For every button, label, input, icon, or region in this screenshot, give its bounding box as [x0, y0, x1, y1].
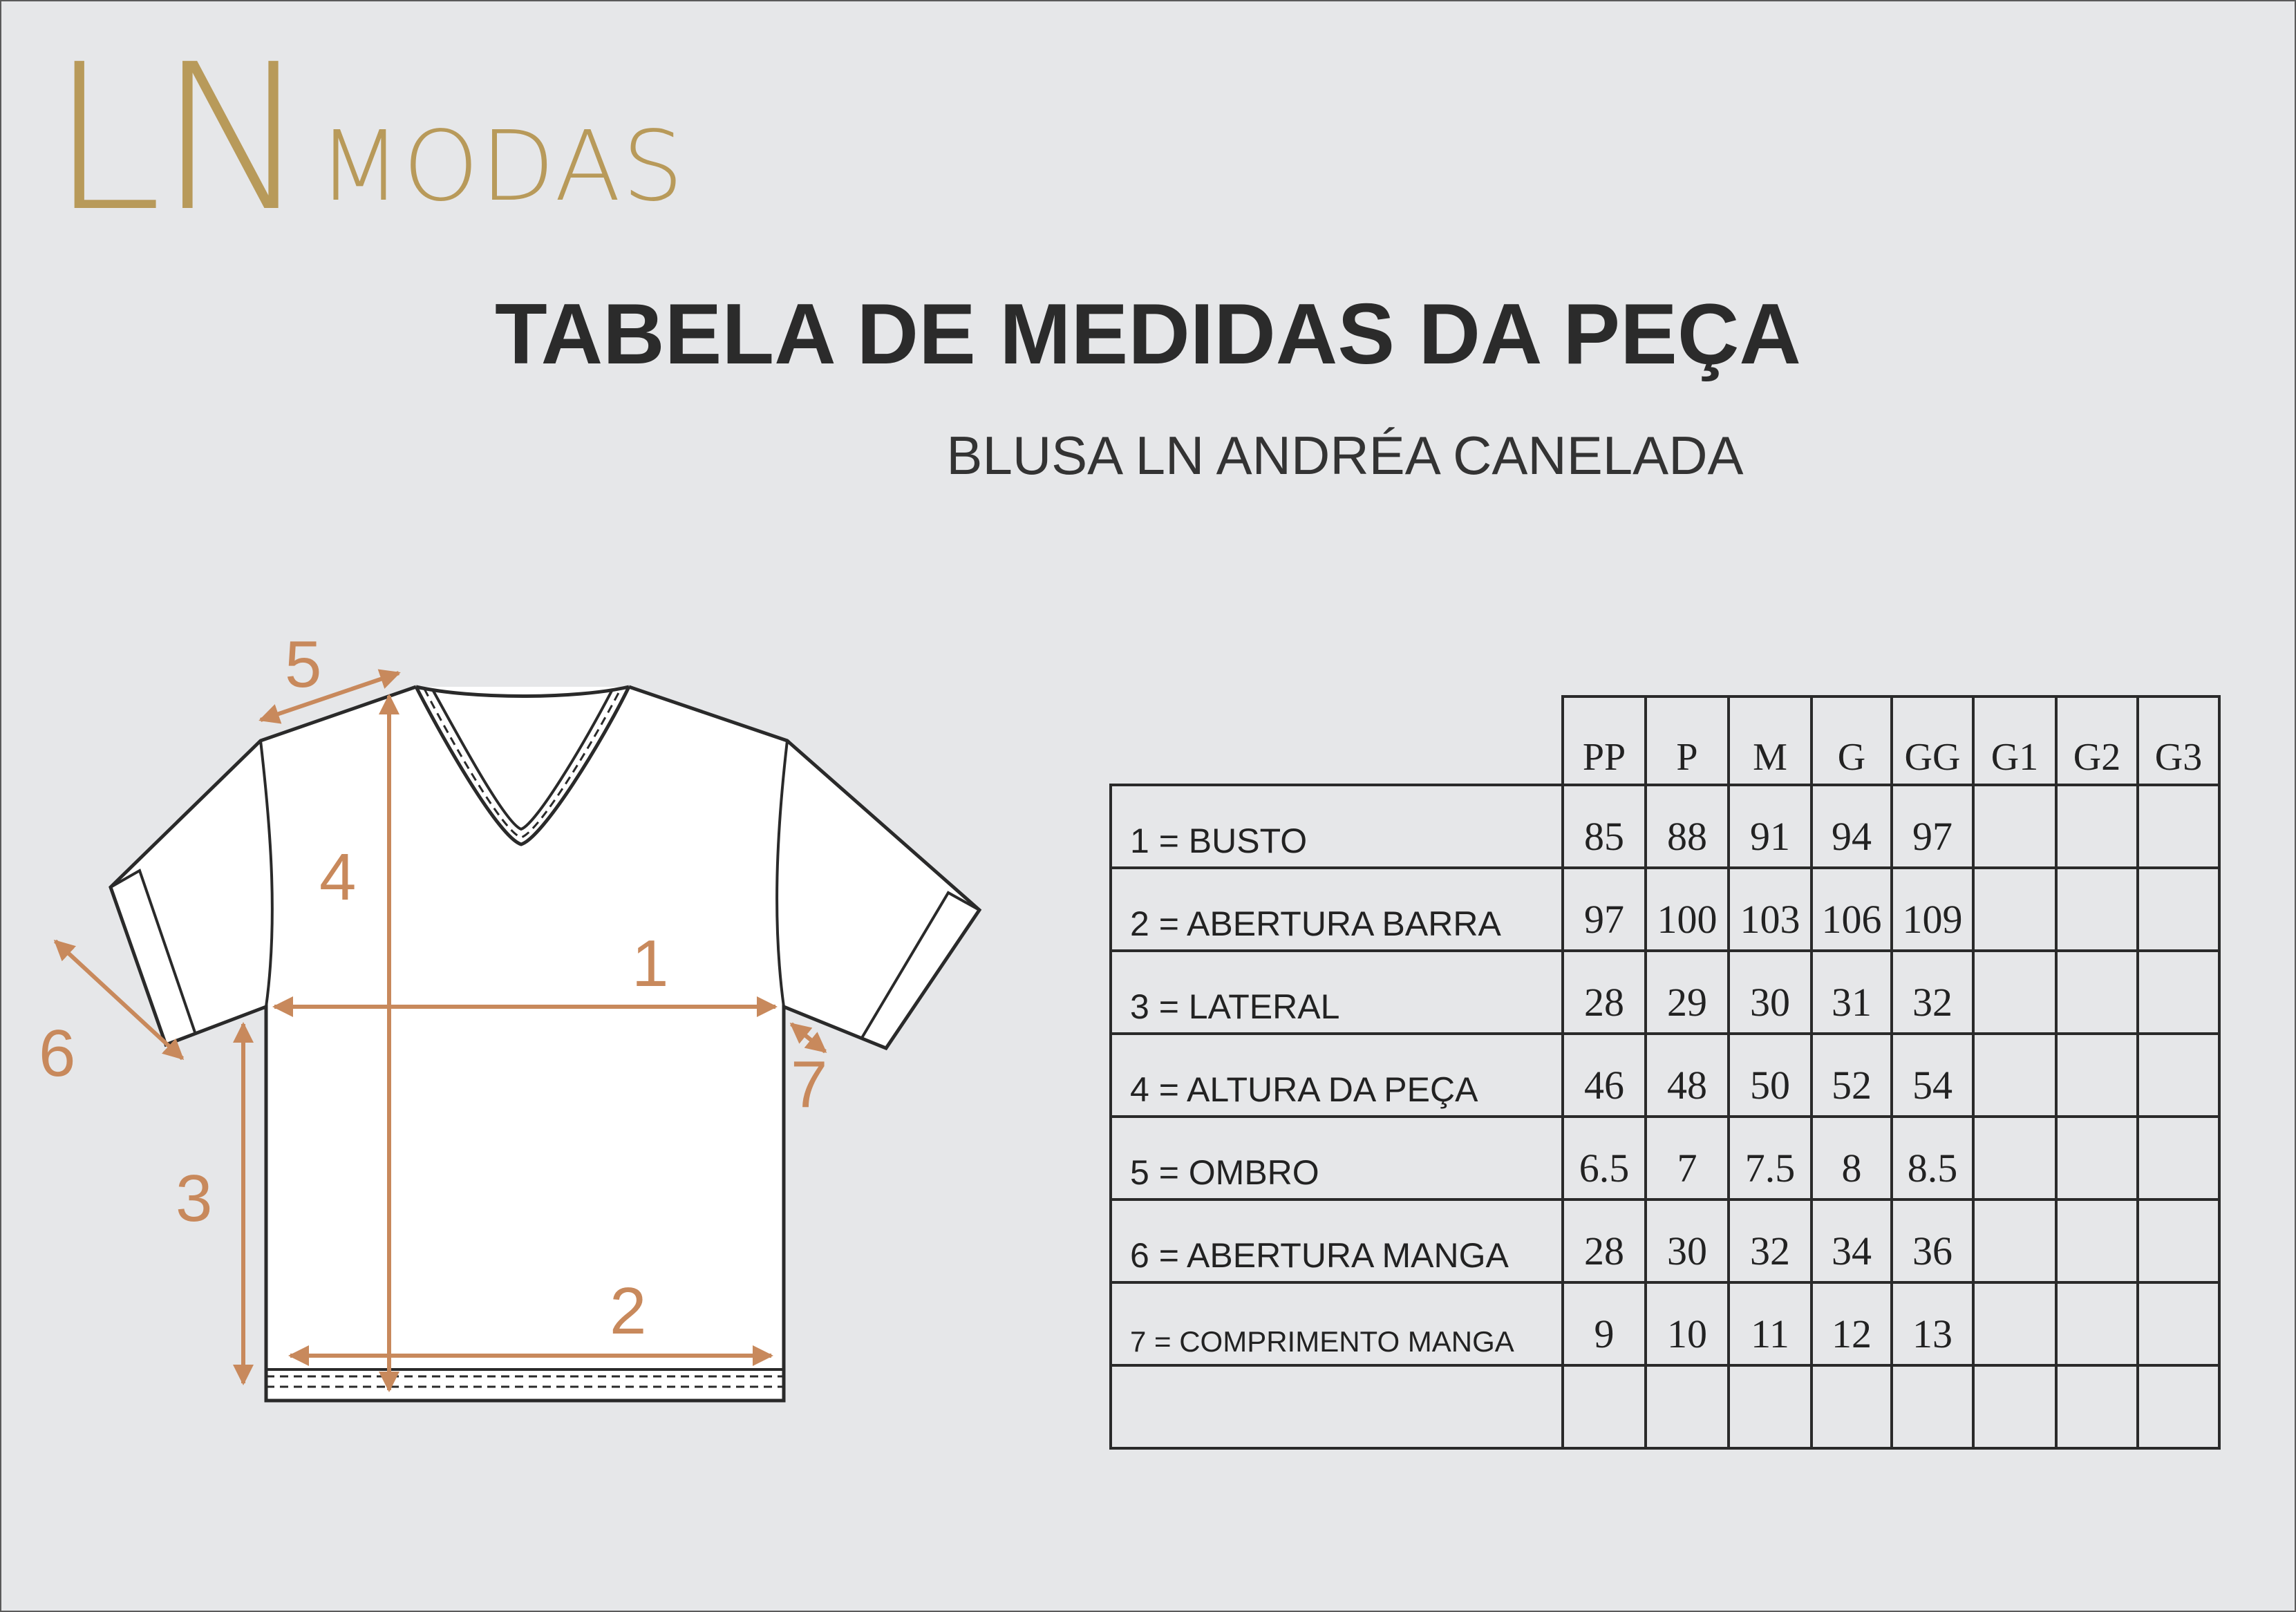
tshirt-diagram	[29, 609, 1024, 1439]
measurement-value	[1973, 1199, 2056, 1282]
measurement-label	[1111, 1365, 1563, 1448]
table-row	[1111, 868, 2219, 951]
measurement-value	[2138, 1199, 2219, 1282]
marker-7: 7	[791, 1047, 828, 1121]
measurement-value: 52	[1812, 1034, 1892, 1117]
measurement-value: 106	[1812, 868, 1892, 951]
measurement-value	[2056, 785, 2138, 868]
measurement-value	[2056, 1282, 2138, 1365]
measurement-label: 7 = COMPRIMENTO MANGA	[1111, 1282, 1563, 1365]
measurement-value: 36	[1892, 1199, 1973, 1282]
size-header: M	[1729, 696, 1812, 785]
size-header: P	[1646, 696, 1729, 785]
measurement-value: 8.5	[1892, 1117, 1973, 1199]
measurement-value: 28	[1563, 951, 1646, 1034]
measurement-value	[2138, 1117, 2219, 1199]
measurement-label: 6 = ABERTURA MANGA	[1111, 1199, 1563, 1282]
size-table	[1109, 695, 2221, 1450]
page-title: TABELA DE MEDIDAS DA PEÇA	[495, 287, 1801, 382]
measurement-value	[1729, 1365, 1812, 1448]
measurement-value	[1973, 1365, 2056, 1448]
measurement-value: 8	[1812, 1117, 1892, 1199]
measurement-value: 34	[1812, 1199, 1892, 1282]
measurement-value: 29	[1646, 951, 1729, 1034]
measurement-value: 7	[1646, 1117, 1729, 1199]
measurement-value: 91	[1729, 785, 1812, 868]
size-header: G1	[1973, 696, 2056, 785]
table-row	[1111, 1282, 2219, 1365]
marker-2: 2	[610, 1274, 647, 1348]
marker-3: 3	[176, 1161, 213, 1235]
measurement-label: 3 = LATERAL	[1111, 951, 1563, 1034]
measurement-value: 100	[1646, 868, 1729, 951]
measurement-value: 30	[1646, 1199, 1729, 1282]
measurement-value: 6.5	[1563, 1117, 1646, 1199]
measurement-label: 4 = ALTURA DA PEÇA	[1111, 1034, 1563, 1117]
measurement-value	[1973, 951, 2056, 1034]
measurement-value: 85	[1563, 785, 1646, 868]
size-header: G	[1812, 696, 1892, 785]
measurement-label: 5 = OMBRO	[1111, 1117, 1563, 1199]
table-row	[1111, 951, 2219, 1034]
marker-4: 4	[319, 840, 357, 914]
measurement-value	[1563, 1365, 1646, 1448]
measurement-value: 88	[1646, 785, 1729, 868]
measurement-value: 54	[1892, 1034, 1973, 1117]
marker-5: 5	[285, 627, 322, 701]
measurement-value: 9	[1563, 1282, 1646, 1365]
measurement-value	[1646, 1365, 1729, 1448]
measurement-value: 10	[1646, 1282, 1729, 1365]
measurement-value	[2056, 951, 2138, 1034]
measurement-value: 50	[1729, 1034, 1812, 1117]
measurement-value	[1973, 868, 2056, 951]
measurement-value: 46	[1563, 1034, 1646, 1117]
measurement-value: 7.5	[1729, 1117, 1812, 1199]
measurement-value: 32	[1892, 951, 1973, 1034]
measurement-value	[2056, 1117, 2138, 1199]
measurement-value: 97	[1892, 785, 1973, 868]
measurement-value: 28	[1563, 1199, 1646, 1282]
measurement-label: 1 = BUSTO	[1111, 785, 1563, 868]
measurement-value	[1973, 1117, 2056, 1199]
marker-1: 1	[632, 927, 669, 1001]
measurement-value: 109	[1892, 868, 1973, 951]
measurement-value: 97	[1563, 868, 1646, 951]
size-header-row	[1111, 696, 2219, 785]
header-corner	[1111, 696, 1563, 785]
measurement-value: 13	[1892, 1282, 1973, 1365]
measurement-value	[2056, 1034, 2138, 1117]
logo-modas: MODAS	[318, 111, 685, 223]
size-header: G2	[2056, 696, 2138, 785]
measurement-value: 103	[1729, 868, 1812, 951]
measurement-value: 30	[1729, 951, 1812, 1034]
table-row	[1111, 1365, 2219, 1448]
measurement-value	[2138, 1034, 2219, 1117]
measurement-value	[2056, 1365, 2138, 1448]
measurement-value	[2056, 1199, 2138, 1282]
measurement-value	[2138, 868, 2219, 951]
logo-ln: LN	[50, 21, 305, 256]
measurement-value	[1973, 1282, 2056, 1365]
measurement-value	[1973, 785, 2056, 868]
table-row	[1111, 1199, 2219, 1282]
measurement-value	[2138, 951, 2219, 1034]
size-header: PP	[1563, 696, 1646, 785]
marker-6: 6	[39, 1016, 76, 1090]
table-row	[1111, 785, 2219, 868]
measurement-value	[2138, 785, 2219, 868]
product-name: BLUSA LN ANDRÉA CANELADA	[946, 425, 1744, 486]
measurement-value: 94	[1812, 785, 1892, 868]
measurement-value	[2138, 1282, 2219, 1365]
measurement-value	[2056, 868, 2138, 951]
table-row	[1111, 1117, 2219, 1199]
measurement-label: 2 = ABERTURA BARRA	[1111, 868, 1563, 951]
measurement-value	[1973, 1034, 2056, 1117]
measurement-value	[2138, 1365, 2219, 1448]
measurement-value: 31	[1812, 951, 1892, 1034]
measurement-value: 32	[1729, 1199, 1812, 1282]
size-header: GG	[1892, 696, 1973, 785]
measurement-value: 12	[1812, 1282, 1892, 1365]
measurement-value: 48	[1646, 1034, 1729, 1117]
size-header: G3	[2138, 696, 2219, 785]
measurement-value	[1812, 1365, 1892, 1448]
measurement-value	[1892, 1365, 1973, 1448]
brand-logo	[50, 21, 685, 256]
table-row	[1111, 1034, 2219, 1117]
measurement-value: 11	[1729, 1282, 1812, 1365]
